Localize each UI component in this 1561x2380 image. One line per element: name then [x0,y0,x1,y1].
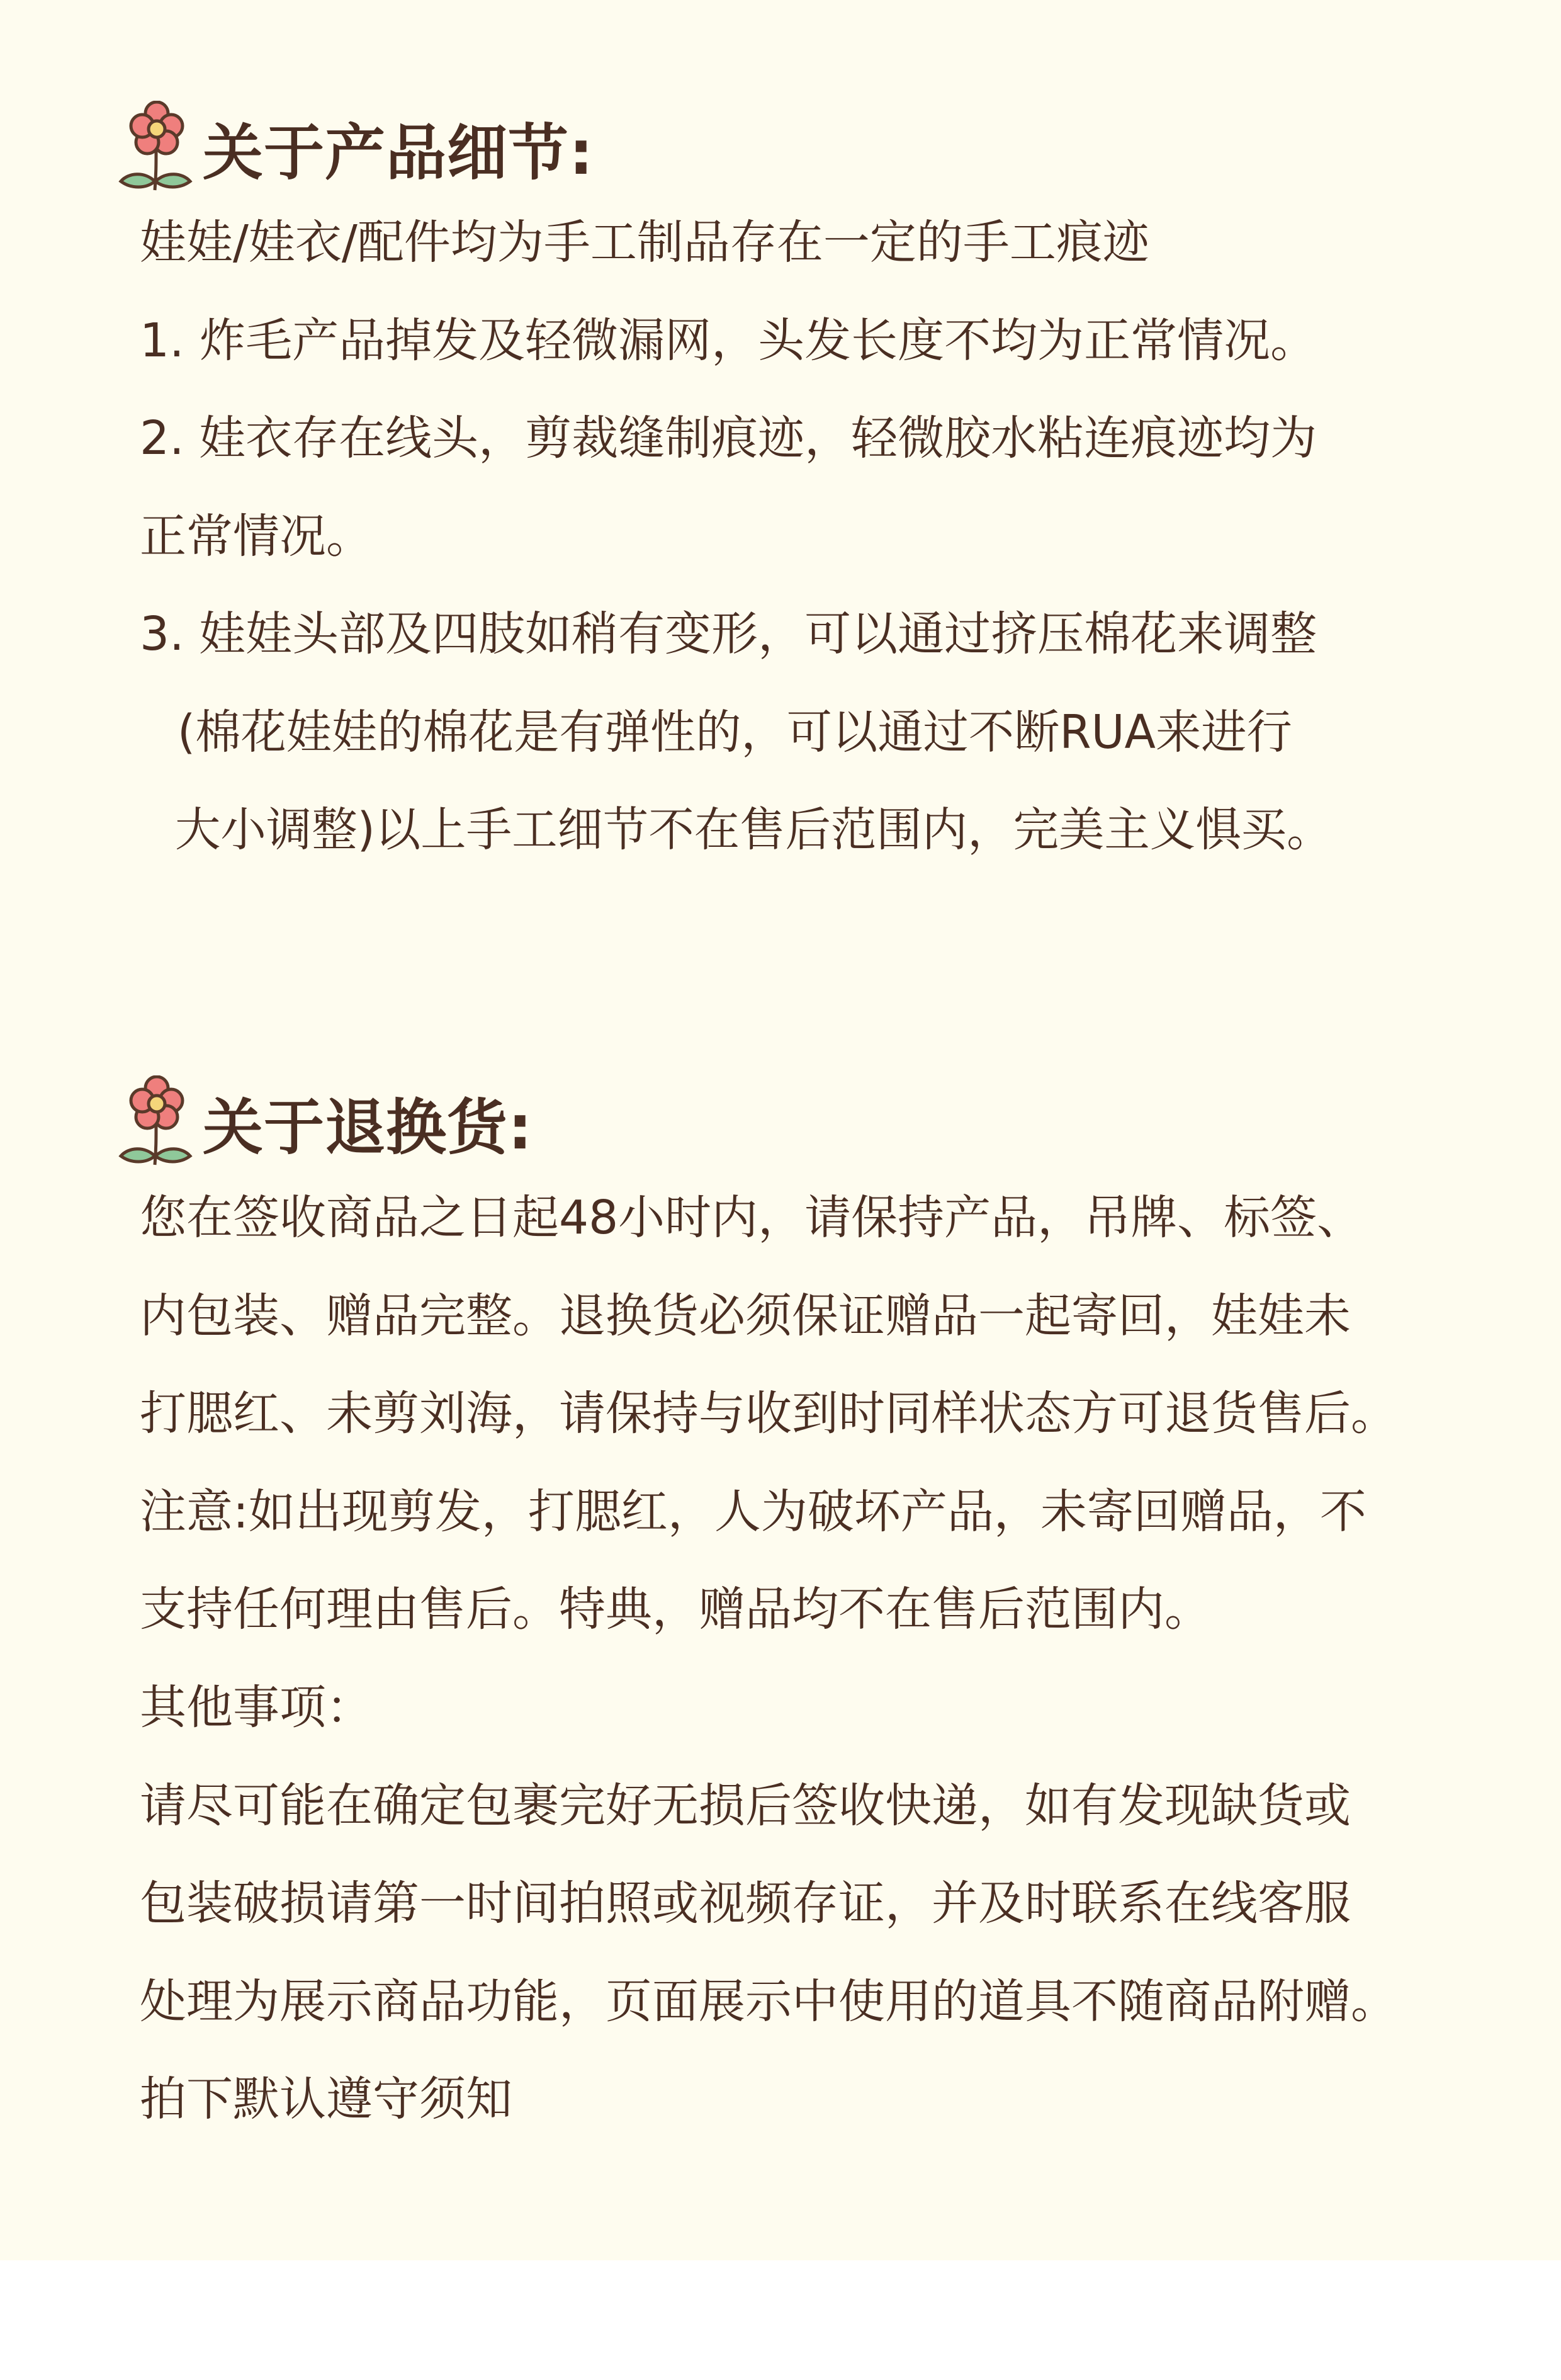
text-line: 您在签收商品之日起48小时内，请保持产品，吊牌、标签、 [140,1191,1364,1245]
text-line: 正常情况。 [140,509,373,564]
text-line: 包装破损请第一时间拍照或视频存证，并及时联系在线客服 [140,1876,1351,1930]
text-line: 3. 娃娃头部及四肢如稍有变形，可以通过挤压棉花来调整 [140,607,1317,661]
text-line: 请尽可能在确定包裹完好无损后签收快递，如有发现缺货或 [140,1779,1351,1833]
flower-icon [116,101,198,195]
text-line: 其他事项： [140,1680,373,1735]
text-line: 拍下默认遵守须知 [140,2072,512,2126]
product-details-header [116,101,594,195]
section-title: 关于产品细节: [203,117,594,188]
section-title: 关于退换货: [203,1092,533,1163]
text-line: 注意:如出现剪发，打腮红，人为破坏产品，未寄回赠品，不 [140,1485,1367,1539]
text-line: 1. 炸毛产品掉发及轻微漏网，头发长度不均为正常情况。 [140,314,1317,368]
flower-icon [116,1075,198,1170]
text-line: 支持任何理由售后。特典，赠品均不在售后范围内。 [140,1582,1211,1636]
text-line: 娃娃/娃衣/配件均为手工制品存在一定的手工痕迹 [140,215,1149,269]
text-line: (棉花娃娃的棉花是有弹性的，可以通过不断RUA来进行 [178,705,1292,759]
text-line: 大小调整)以上手工细节不在售后范围内，完美主义惧买。 [175,803,1333,857]
text-line: 打腮红、未剪刘海，请保持与收到时同样状态方可退货售后。 [140,1386,1397,1441]
returns-header [116,1075,533,1170]
text-line: 2. 娃衣存在线头，剪裁缝制痕迹，轻微胶水粘连痕迹均为 [140,411,1317,465]
text-line: 处理为展示商品功能，页面展示中使用的道具不随商品附赠。 [140,1975,1397,2029]
text-line: 内包装、赠品完整。退换货必须保证赠品一起寄回，娃娃未 [140,1289,1351,1343]
